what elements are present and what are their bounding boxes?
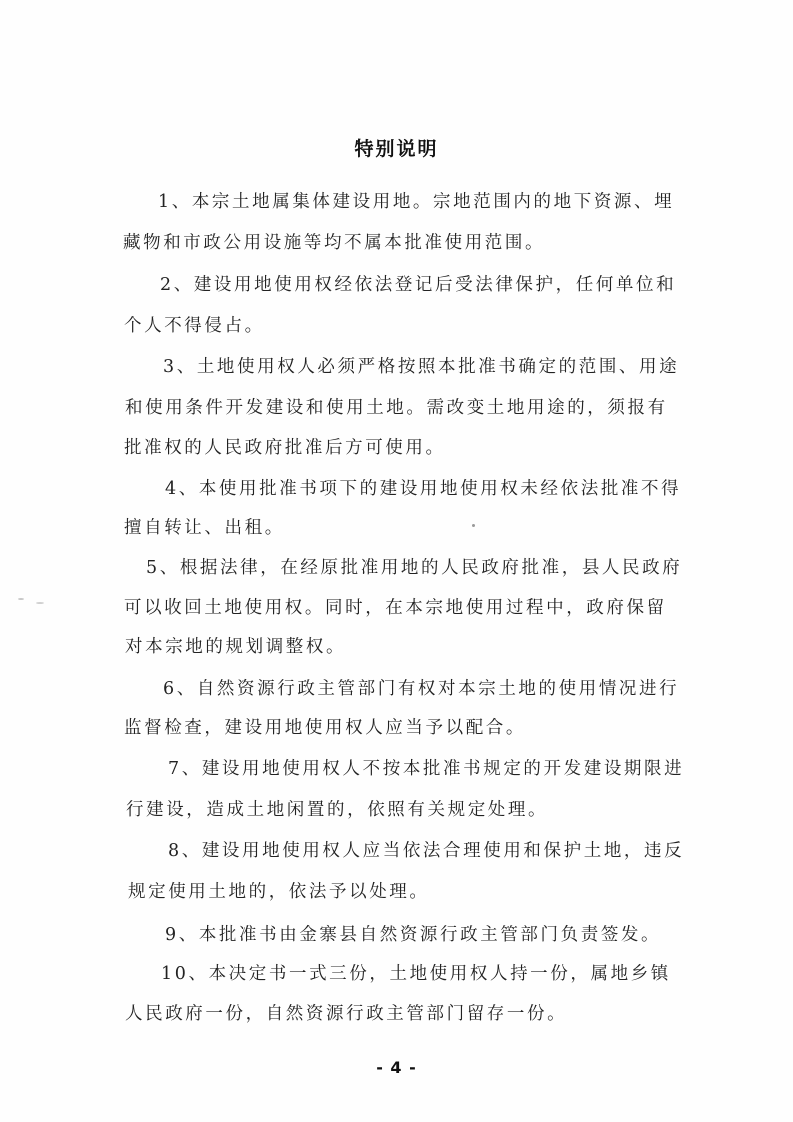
scan-speck: [472, 524, 475, 527]
clause-5-line-2: 可以收回土地使用权。同时，在本宗地使用过程中，政府保留: [124, 598, 667, 618]
clause-6-line-2: 监督检查，建设用地使用权人应当予以配合。: [124, 718, 526, 738]
clause-10-line-1: 10、本决定书一式三份，土地使用权人持一份，属地乡镇: [161, 964, 671, 984]
clause-10-line-2: 人民政府一份，自然资源行政主管部门留存一份。: [125, 1004, 568, 1024]
clause-1-line-2: 藏物和市政公用设施等均不属本批准使用范围。: [123, 233, 546, 253]
clause-2-line-1: 2、建设用地使用权经依法登记后受法律保护，任何单位和: [160, 275, 677, 295]
clause-5-line-1: 5、根据法律，在经原批准用地的人民政府批准，县人民政府: [146, 558, 683, 578]
clause-3-line-1: 3、土地使用权人必须严格按照本批准书确定的范围、用途: [163, 357, 680, 377]
clause-2-line-2: 个人不得侵占。: [124, 316, 265, 336]
clause-7-line-1: 7、建设用地使用权人不按本批准书规定的开发建设期限进: [168, 759, 685, 779]
clause-4-line-2: 擅自转让、出租。: [124, 518, 285, 538]
scan-speck: [18, 598, 24, 600]
scan-speck: [36, 602, 44, 604]
clause-9-line-1: 9、本批准书由金寨县自然资源行政主管部门负责签发。: [165, 925, 662, 945]
clause-4-line-1: 4、本使用批准书项下的建设用地使用权未经依法批准不得: [165, 479, 682, 499]
clause-3-line-2: 和使用条件开发建设和使用土地。需改变土地用途的，须报有: [125, 398, 668, 418]
clause-3-line-3: 批准权的人民政府批准后方可使用。: [124, 438, 446, 458]
clause-1-line-1: 1、本宗土地属集体建设用地。宗地范围内的地下资源、埋: [158, 192, 675, 212]
clause-8-line-2: 规定使用土地的，依法予以处理。: [128, 882, 430, 902]
clause-5-line-3: 对本宗地的规划调整权。: [125, 637, 347, 657]
page-title: 特别说明: [354, 138, 439, 160]
clause-6-line-1: 6、自然资源行政主管部门有权对本宗土地的使用情况进行: [163, 679, 680, 699]
clause-7-line-2: 行建设，造成土地闲置的，依照有关规定处理。: [126, 800, 549, 820]
clause-8-line-1: 8、建设用地使用权人应当依法合理使用和保护土地，违反: [168, 841, 685, 861]
page-number: - 4 -: [376, 1058, 417, 1077]
